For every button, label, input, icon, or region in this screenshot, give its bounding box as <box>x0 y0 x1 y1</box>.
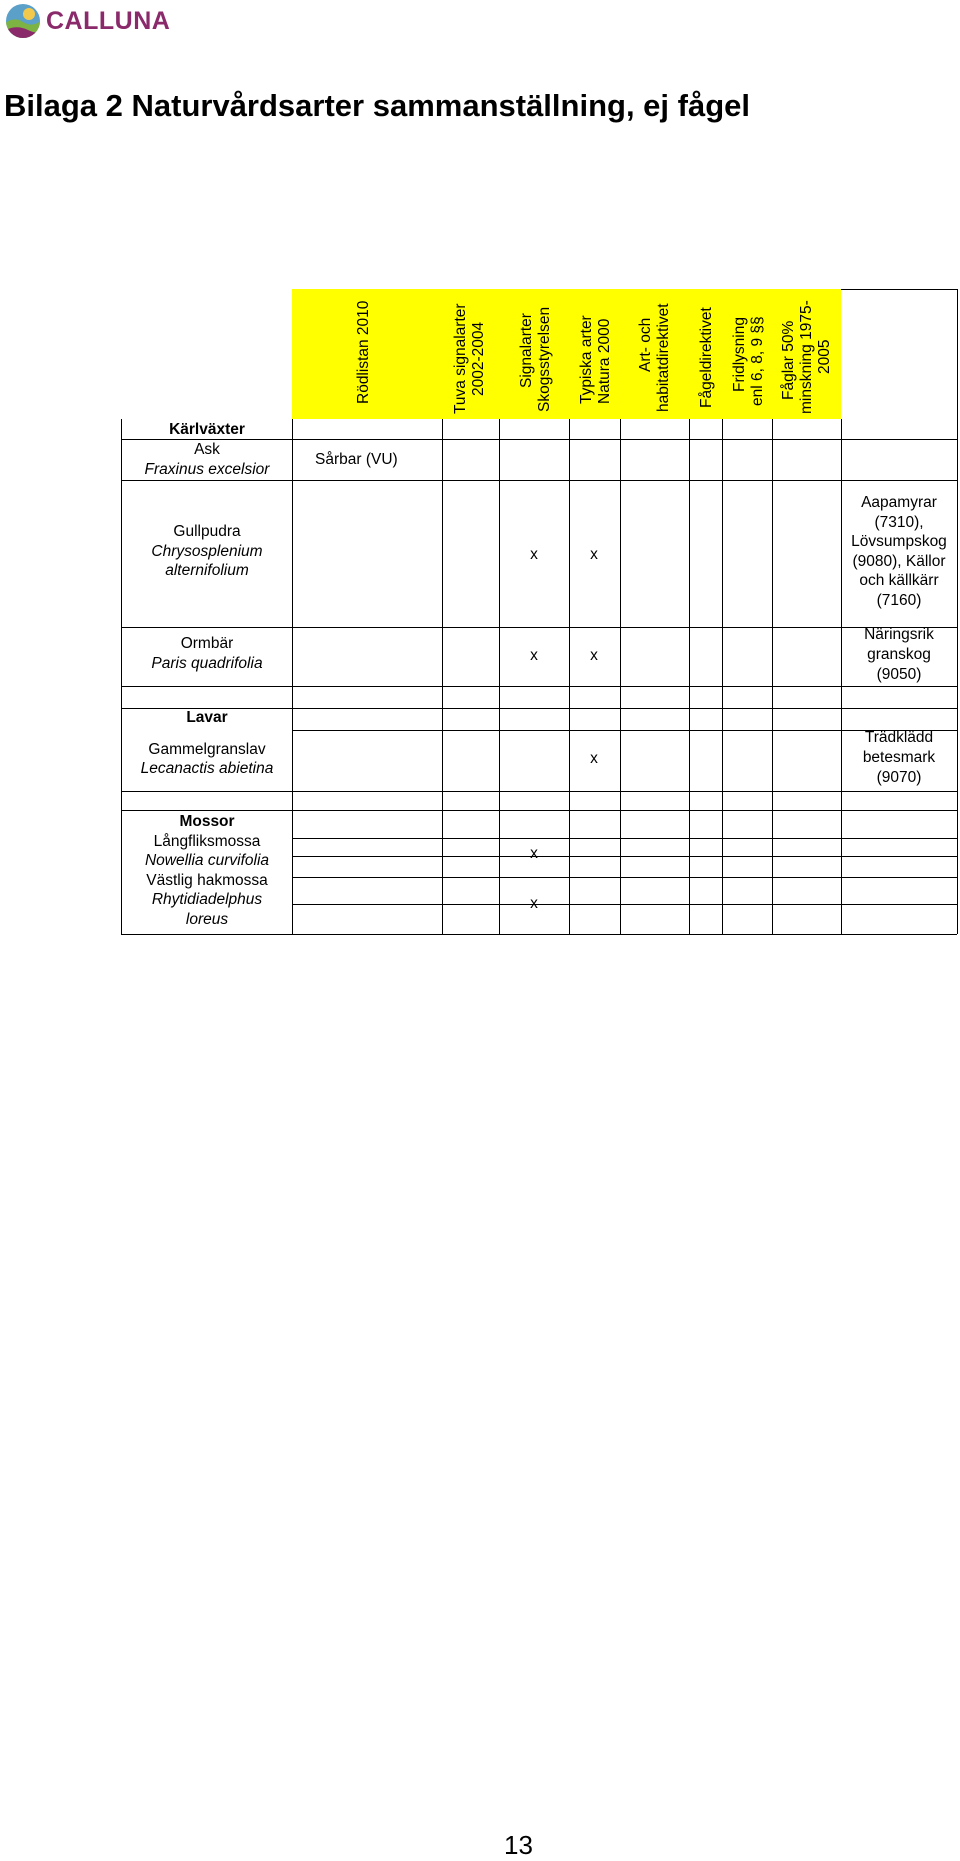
langfliksmossa-signal-mark: x <box>530 845 538 862</box>
species-vastlig-latin-2: loreus <box>185 911 229 928</box>
ask-redlist-value: Sårbar (VU) <box>315 451 398 468</box>
page-title: Bilaga 2 Naturvårdsarter sammanställning, ej fågel <box>4 88 750 123</box>
species-ask-common: Ask <box>194 441 220 458</box>
col-header-art-habitat: Art- och habitatdirektivet <box>637 303 672 412</box>
gammelgranslav-habitat-line: betesmark <box>862 749 936 766</box>
gullpudra-habitat-line: (7310), <box>874 514 924 531</box>
col-header-faglar: Fåglar 50% minskning 1975- 2005 <box>780 300 833 414</box>
gullpudra-habitat-line: Lövsumpskog <box>851 533 947 550</box>
ormbar-habitat-line: Näringsrik <box>864 626 934 643</box>
species-gullpudra-common: Gullpudra <box>173 523 241 540</box>
col-header-signalarter: Signalarter Skogsstyrelsen <box>518 306 553 412</box>
col-header-rodlistan: Rödlistan 2010 <box>355 300 372 404</box>
habitat-notes <box>851 494 947 786</box>
col-header-fridlysning: Fridlysning enl 6, 8, 9 §§ <box>731 316 766 406</box>
species-vastlig-common: Västlig hakmossa <box>146 872 268 889</box>
col-header-tuva: Tuva signalarter 2002-2004 <box>452 303 487 414</box>
gullpudra-typical-mark: x <box>590 546 598 563</box>
x-marks <box>530 546 598 912</box>
col-header-typiska: Typiska arter Natura 2000 <box>578 315 613 404</box>
species-gullpudra-latin-1: Chrysosplenium <box>151 543 263 560</box>
ormbar-signal-mark: x <box>530 647 538 664</box>
species-langfliksmossa-common: Långfliksmossa <box>153 833 261 850</box>
ormbar-typical-mark: x <box>590 647 598 664</box>
ormbar-habitat-line: granskog <box>867 646 931 663</box>
page-number: 13 <box>504 1830 533 1860</box>
species-column <box>141 421 274 928</box>
species-gullpudra-latin-2: alternifolium <box>165 562 249 579</box>
ormbar-habitat-line: (9050) <box>876 666 922 683</box>
gullpudra-habitat-line: och källkärr <box>859 572 939 589</box>
species-vastlig-latin-1: Rhytidiadelphus <box>151 891 263 908</box>
species-ormbar-common: Ormbär <box>180 635 234 652</box>
logo-wordmark: CALLUNA <box>46 6 171 35</box>
gullpudra-habitat-line: Aapamyrar <box>861 494 937 511</box>
species-langfliksmossa-latin: Nowellia curvifolia <box>144 852 270 869</box>
species-gammelgranslav-common: Gammelgranslav <box>148 741 266 758</box>
group-karlvaxter: Kärlväxter <box>169 421 245 438</box>
gammelgranslav-typical-mark: x <box>590 750 598 767</box>
species-ormbar-latin: Paris quadrifolia <box>151 655 263 672</box>
gammelgranslav-habitat-line: (9070) <box>876 769 922 786</box>
species-ask-latin: Fraxinus excelsior <box>144 461 270 478</box>
gammelgranslav-habitat-line: Trädklädd <box>864 729 934 746</box>
species-gammelgranslav-latin: Lecanactis abietina <box>140 760 274 777</box>
group-lavar: Lavar <box>186 709 228 726</box>
gullpudra-habitat-line: (9080), Källor <box>852 553 946 570</box>
gullpudra-habitat-line: (7160) <box>876 592 922 609</box>
group-mossor: Mossor <box>179 813 235 830</box>
vastlig-signal-mark: x <box>530 895 538 912</box>
gullpudra-signal-mark: x <box>530 546 538 563</box>
col-header-fageldirektivet: Fågeldirektivet <box>698 307 715 408</box>
